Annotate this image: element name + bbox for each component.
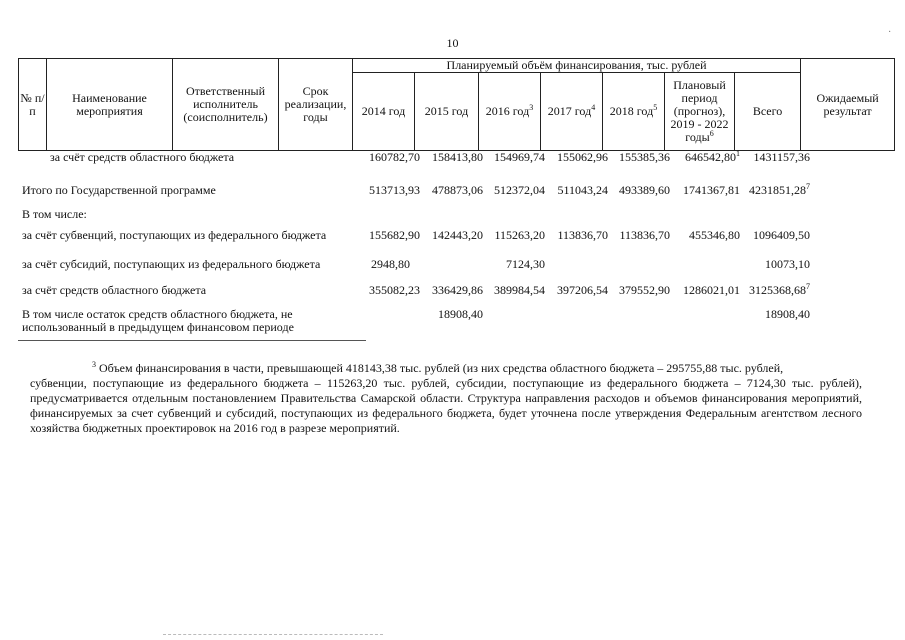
- header-name: Наименование мероприятия: [47, 59, 173, 151]
- value-2015: 18908,40: [438, 307, 483, 321]
- value-2014: 160782,70: [369, 150, 420, 164]
- value-2017: 511043,24: [557, 183, 608, 197]
- value-total: 10073,10: [765, 257, 810, 271]
- value-total: 1096409,50: [753, 228, 810, 242]
- value-2016: 7124,30: [506, 257, 545, 271]
- scan-mark: ·: [888, 27, 892, 38]
- value-2014: 155682,90: [369, 228, 420, 242]
- value-2015: 142443,20: [432, 228, 483, 242]
- row-label: Итого по Государственной программе: [22, 183, 216, 197]
- footnote-first-line: $^3$ Объем финансирования в части, превышающей 418143,38 тыс. рублей (из них средства областного бюджета – 295755,88 тыс. рублей,: [92, 360, 784, 375]
- value-total: 3125368,68$^7$: [749, 282, 810, 297]
- value-plan: 1286021,01: [683, 283, 740, 297]
- value-total: 18908,40: [765, 307, 810, 321]
- header-num: № п/п: [19, 59, 47, 151]
- header-2014: 2014 год: [353, 73, 415, 151]
- value-2017: 397206,54: [557, 283, 608, 297]
- value-2016: 115263,20: [494, 228, 545, 242]
- value-2015: 158413,80: [432, 150, 483, 164]
- value-2015: 478873,06: [432, 183, 483, 197]
- footnote-text: субвенции, поступающие из федерального бюджета – 115263,20 тыс. рублей, субсидии, поступающие из федерального бюджета – 7124,30 тыс. рублей), предусматривается отдельным постановлением Правительства Самарской области. Структура направления расходов и объемов финансирования мероприятий, финансируемых за счет субвенций и субсидий, поступающих из федерального бюджета, будет уточнена после утверждения Федеральным агентством лесного хозяйства бюджетных проектировок на 2016 год в разрезе мероприятий.: [30, 376, 862, 435]
- value-2014: 355082,23: [369, 283, 420, 297]
- value-2016: 154969,74: [494, 150, 545, 164]
- value-total: 4231851,28$^7$: [749, 182, 810, 197]
- value-plan: 646542,80$^1$: [685, 149, 740, 164]
- header-2018: 2018 год$^5$: [603, 73, 665, 151]
- value-2014: 513713,93: [369, 183, 420, 197]
- header-period: Срок реализации, годы: [279, 59, 353, 151]
- page-bottom-rule: [163, 634, 383, 635]
- value-2014: 2948,80: [371, 257, 410, 271]
- row-label: В том числе:: [22, 207, 87, 221]
- value-2018: 379552,90: [619, 283, 670, 297]
- page-number: 10: [446, 36, 459, 50]
- header-total: Всего: [735, 73, 801, 151]
- value-total: 1431157,36: [753, 150, 810, 164]
- value-2018: 155385,36: [619, 150, 670, 164]
- value-2018: 113836,70: [619, 228, 670, 242]
- header-2015: 2015 год: [415, 73, 479, 151]
- value-2016: 512372,04: [494, 183, 545, 197]
- header-plan-period: Плановый период (прогноз), 2019 - 2022 годы$^6$: [665, 73, 735, 151]
- value-plan: 1741367,81: [683, 183, 740, 197]
- value-plan: 455346,80: [689, 228, 740, 242]
- row-label: за счёт субвенций, поступающих из федерального бюджета: [22, 228, 327, 242]
- financing-table-header: [18, 58, 895, 151]
- header-executor: Ответственный исполнитель (соисполнитель): [173, 59, 279, 151]
- row-label: за счёт средств областного бюджета: [22, 283, 207, 297]
- row-label: за счёт средств областного бюджета: [50, 150, 235, 164]
- value-2017: 113836,70: [557, 228, 608, 242]
- header-2016: 2016 год$^3$: [479, 73, 541, 151]
- value-2018: 493389,60: [619, 183, 670, 197]
- header-financing-group: Планируемый объём финансирования, тыс. рублей: [353, 59, 801, 73]
- value-2017: 155062,96: [557, 150, 608, 164]
- row-label: В том числе остаток средств областного бюджета, не использованный в предыдущем финансовом периоде: [22, 307, 294, 334]
- value-2016: 389984,54: [494, 283, 545, 297]
- value-2015: 336429,86: [432, 283, 483, 297]
- row-label: за счёт субсидий, поступающих из федерального бюджета: [22, 257, 321, 271]
- header-result: Ожидаемый результат: [801, 59, 895, 151]
- header-2017: 2017 год$^4$: [541, 73, 603, 151]
- table-bottom-rule: [18, 340, 366, 341]
